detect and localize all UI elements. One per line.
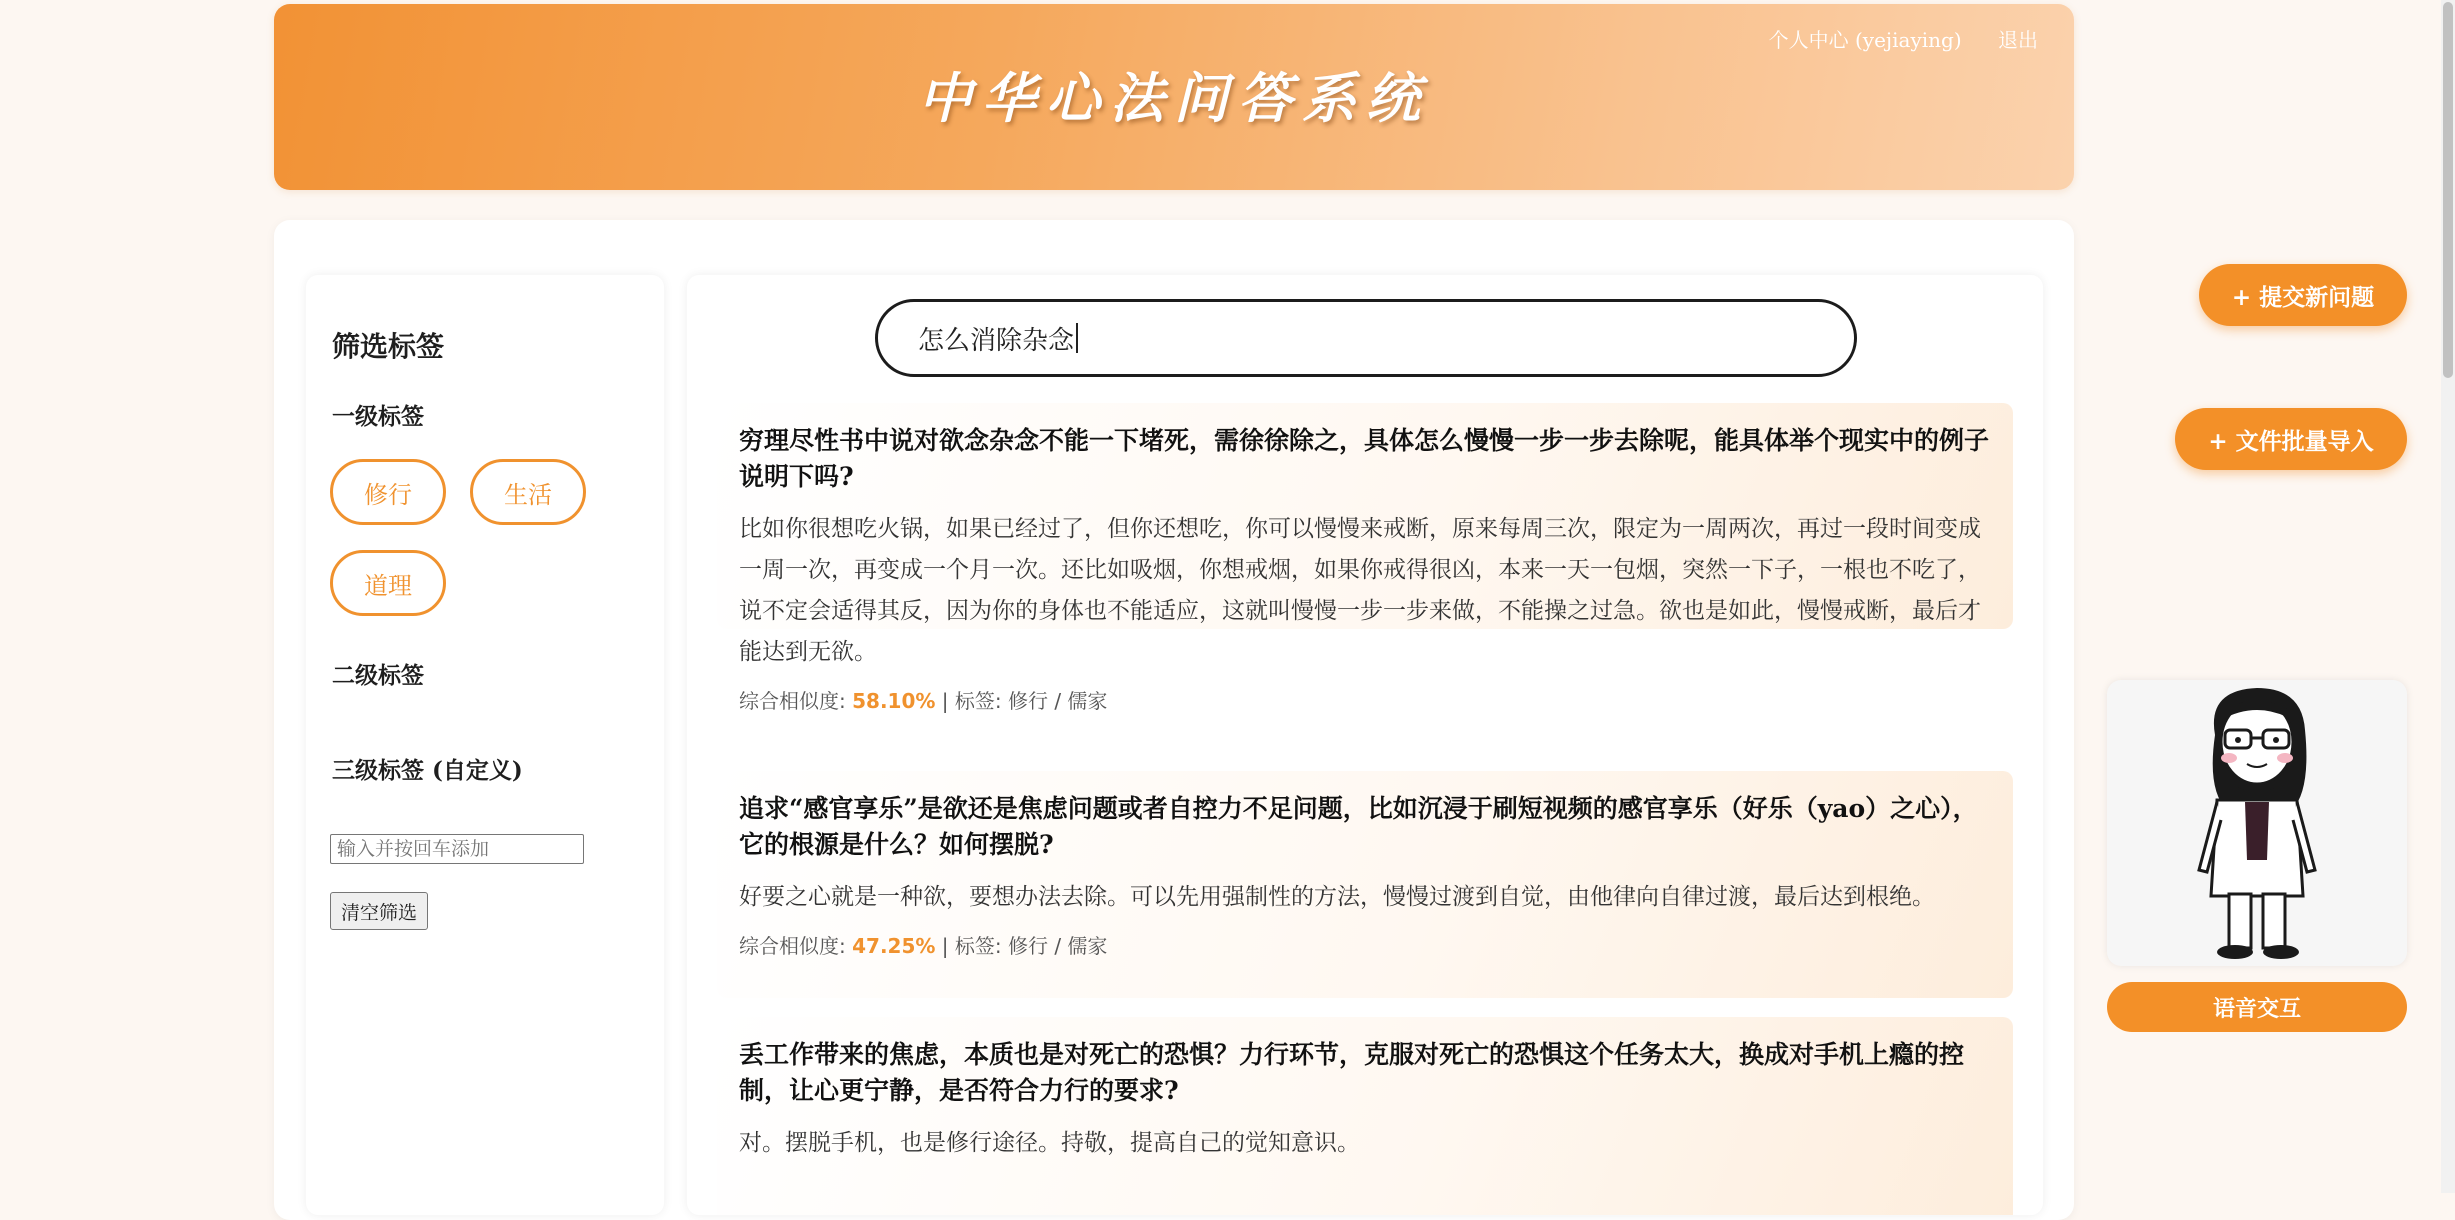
avatar-panel[interactable] [2107,680,2407,966]
text-caret [1076,323,1078,353]
app-title: 中华心法问答系统 [918,66,1430,130]
app-header [274,4,2074,190]
level2-label: 二级标签 [332,662,424,689]
submit-question-button[interactable]: + 提交新问题 [2199,264,2407,326]
sidebar-title: 筛选标签 [332,330,445,363]
result-question: 追求“感官享乐”是欲还是焦虑问题或者自控力不足问题，比如沉浸于刷短视频的感官享乐（好乐（yao）之心），它的根源是什么？如何摆脱? [739,794,1978,859]
tag-xiuxing-button[interactable]: 修行 [330,459,446,525]
result-meta [739,930,1991,959]
result-answer: 比如你很想吃火锅，如果已经过了，但你还想吃，你可以慢慢来戒断，原来每周三次，限定为一周两次，再过一段时间变成一周一次，再变成一个月一次。还比如吸烟，你想戒烟，如果你戒得很凶，本来一天一包烟，突然一下子，一根也不吃了，说不定会适得其反，因为你的身体也不能适应，这就叫慢慢一步一步来做，不能操之过急。欲也是如此，慢慢戒断，最后才能达到无欲。 [739,516,1981,665]
similarity-score: 58.10% [852,689,936,713]
search-input-value: 怎么消除杂念 [918,325,1075,356]
result-meta [739,685,1991,714]
result-tags: | 标签: 修行 / 儒家 [941,934,1108,958]
search-input[interactable] [875,299,1857,377]
result-card-1[interactable] [717,403,2013,713]
logout-link[interactable]: 退出 [1998,28,2038,52]
result-answer: 好要之心就是一种欲，要想办法去除。可以先用强制性的方法，慢慢过渡到自觉，由他律向自律过渡，最后达到根绝。 [739,884,1935,910]
clear-filter-button[interactable]: 清空筛选 [330,892,428,930]
result-card-3[interactable] [717,1017,2013,1215]
level1-label: 一级标签 [332,403,424,430]
result-tags: | 标签: 修行 / 儒家 [941,689,1108,713]
result-question: 穷理尽性书中说对欲念杂念不能一下堵死，需徐徐除之，具体怎么慢慢一步一步去除呢，能具体举个现实中的例子说明下吗? [739,426,1990,491]
custom-tag-input[interactable] [330,834,584,864]
page-scrollbar[interactable] [2441,0,2455,1193]
score-label: 综合相似度: [739,934,846,958]
level3-label: 三级标签 (自定义) [332,757,523,784]
score-label: 综合相似度: [739,689,846,713]
result-question: 丢工作带来的焦虑，本质也是对死亡的恐惧？力行环节，克服对死亡的恐惧这个任务太大，换成对手机上瘾的控制，让心更宁静，是否符合力行的要求? [739,1040,1965,1105]
results-panel [687,275,2043,1215]
result-answer: 对。摆脱手机，也是修行途径。持敬，提高自己的觉知意识。 [739,1130,1360,1156]
profile-link[interactable]: 个人中心 (yejiaying) [1768,28,1962,52]
similarity-score: 47.25% [852,934,936,958]
filter-sidebar [306,275,664,1215]
scrollbar-thumb[interactable] [2443,2,2453,378]
header-links [1739,24,2038,53]
cartoon-avatar-icon [2107,680,2407,966]
tag-daoli-button[interactable]: 道理 [330,550,446,616]
batch-import-button[interactable]: + 文件批量导入 [2175,408,2407,470]
result-card-2[interactable] [717,771,2013,998]
tag-shenghuo-button[interactable]: 生活 [470,459,586,525]
voice-interaction-button[interactable]: 语音交互 [2107,982,2407,1032]
